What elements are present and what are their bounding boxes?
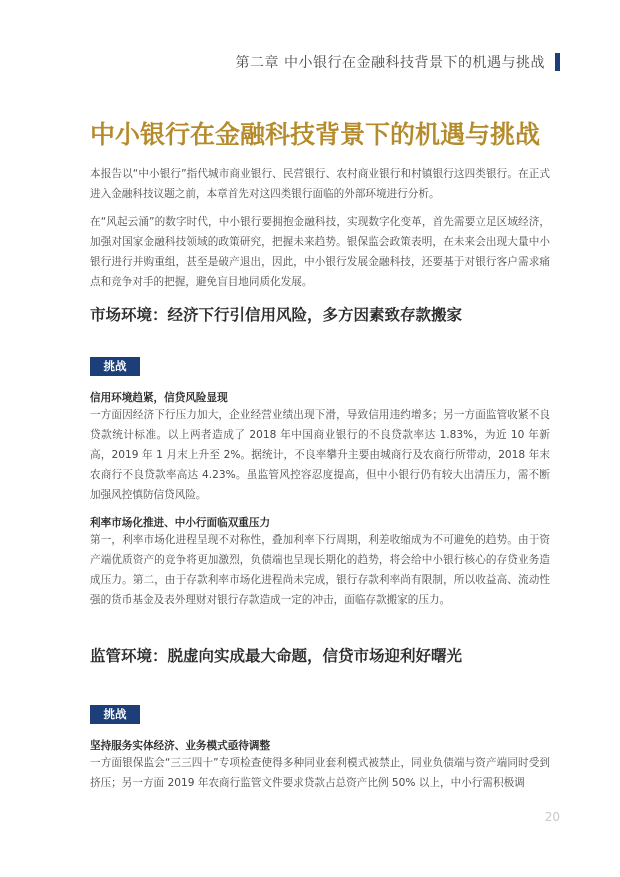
paragraph-real-economy: 一方面银保监会“三三四十”专项检查使得多种同业套利模式被禁止，同业负债端与资产端同时受到挤压；另一方面 2019 年农商行监管文件要求贷款占总资产比例 50% 以上，中小行需积极调 (90, 757, 550, 789)
subheading-real-economy: 坚持服务实体经济、业务模式亟待调整 (90, 740, 271, 752)
chapter-header (236, 52, 560, 72)
intro-paragraph-1: 本报告以“中小银行”指代城市商业银行、民营银行、农村商业银行和村镇银行这四类银行。在正式进入金融科技议题之前，本章首先对这四类银行面临的外部环境进行分析。 (90, 168, 550, 200)
page-number: 20 (544, 810, 560, 824)
paragraph-credit: 一方面因经济下行压力加大，企业经营业绩出现下滑，导致信用违约增多；另一方面监管收紧不良贷款统计标准。以上两者造成了 2018 年中国商业银行的不良贷款率达 1.83%，为近 10 年新高，2019 年 1 月末上升至 2%。据统计，不良率攀升主要由城商行及农商行所带动，2018 年末农商行不良贷款率高达 4.23%。虽监管风控容忍度提高，但中小银行仍有较大出清压力，需不断加强风控慎防信贷风险。 (90, 409, 550, 501)
intro-paragraph-2: 在“风起云涌”的数字时代，中小银行要拥抱金融科技，实现数字化变革，首先需要立足区域经济，加强对国家金融科技领域的政策研究，把握未来趋势。银保监会政策表明，在未来会出现大量中小银行进行并购重组，甚至是破产退出，因此，中小银行发展金融科技，还要基于对银行客户需求痛点和竞争对手的把握，避免盲目地同质化发展。 (90, 216, 550, 288)
chapter-title: 第二章 中小银行在金融科技背景下的机遇与挑战 (235, 55, 545, 71)
page-title: 中小银行在金融科技背景下的机遇与挑战 (90, 120, 541, 149)
section-heading-market: 市场环境：经济下行引信用风险，多方因素致存款搬家 (90, 306, 463, 324)
intro-block (90, 164, 550, 300)
challenge-badge: 挑战 (90, 705, 140, 724)
section-heading-regulation: 监管环境：脱虚向实成最大命题，信贷市场迎利好曙光 (90, 647, 463, 665)
paragraph-interest-rate: 第一，利率市场化进程呈现不对称性，叠加利率下行周期，利差收缩成为不可避免的趋势。由于资产端优质资产的竞争将更加激烈，负债端也呈现长期化的趋势，将会给中小银行核心的存贷业务造成压力。第二，由于存款利率市场化进程尚未完成，银行存款利率尚有限制，所以收益高、流动性强的货币基金及表外理财对银行存款造成一定的冲击，面临存款搬家的压力。 (90, 534, 550, 606)
challenge-badge: 挑战 (90, 357, 140, 376)
subheading-credit: 信用环境趋紧，信贷风险显现 (90, 392, 228, 404)
subheading-interest-rate: 利率市场化推进、中小行面临双重压力 (90, 517, 271, 529)
chapter-marker-bar (555, 53, 560, 71)
